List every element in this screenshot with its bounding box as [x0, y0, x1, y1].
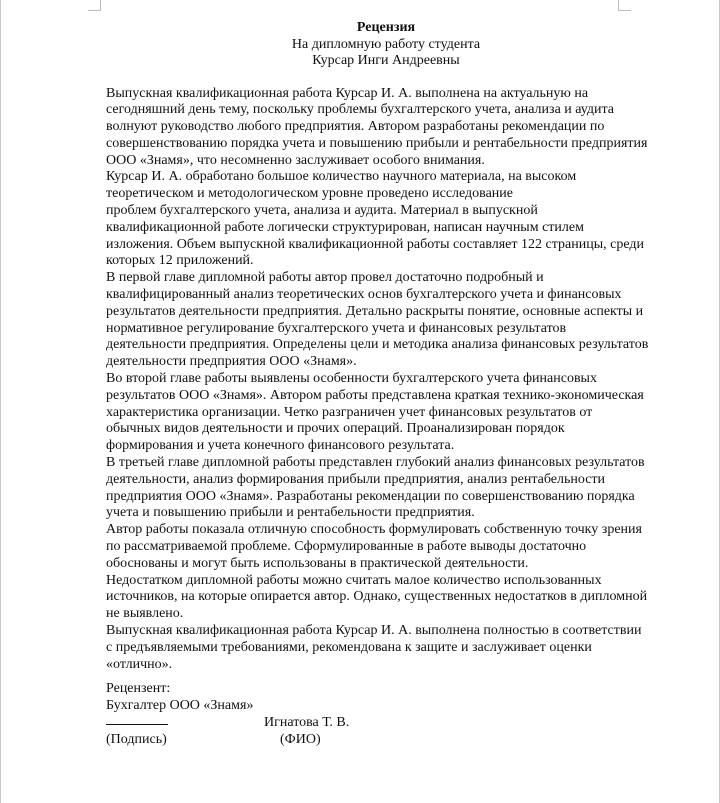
- text-line: теоретическом и методологическом уровне проведено исследование: [106, 186, 514, 202]
- text-line: «отлично».: [106, 656, 173, 672]
- paragraph: [106, 86, 666, 170]
- text-line: учета и повышению прибыли и рентабельности предприятия.: [106, 505, 475, 521]
- student-name: Курсар Инги Андреевны: [312, 53, 460, 68]
- document-title: Рецензия: [356, 20, 416, 35]
- paragraph: [106, 522, 666, 572]
- text-line: которых 12 приложений.: [106, 253, 254, 269]
- text-line: результатов ООО «Знамя». Автором работы представлена краткая технико-экономическая: [106, 387, 644, 403]
- text-line: Выпускная квалификационная работа Курсар И. А. выполнена на актуальную на: [106, 85, 589, 101]
- text-line: результатов деятельности предприятия. Детально раскрыты понятие, основные аспекты и: [106, 303, 644, 319]
- text-line: квалификационной работе логически структурирован, написан научным стилем: [106, 219, 584, 235]
- text-line: В третьей главе дипломной работы представлен глубокий анализ финансовых результатов: [106, 455, 645, 471]
- text-line: В первой главе дипломной работы автор провел достаточно подробный и: [106, 270, 544, 286]
- text-line: волнуют руководство любого предприятия. Автором разработаны рекомендации по: [106, 119, 605, 135]
- reviewer-name: Игнатова Т. В.: [264, 715, 350, 730]
- text-line: по рассматриваемой проблеме. Сформулированные в работе выводы достаточно: [106, 539, 587, 555]
- text-line: характеристика организации. Четко разграничен учет финансовых результатов от: [106, 404, 593, 420]
- text-line: Курсар И. А. обработано большое количество научного материала, на высоком: [106, 169, 577, 185]
- signature-block: [106, 680, 666, 748]
- reviewer-position: Бухгалтер ООО «Знамя»: [106, 698, 254, 713]
- text-line: источников, на которые опирается автор. Однако, существенных недостатков в дипломной: [106, 589, 648, 605]
- document-body: [106, 20, 666, 673]
- text-line: Во второй главе работы выявлены особенности бухгалтерского учета финансовых: [106, 371, 597, 387]
- document-header: [106, 20, 666, 70]
- signature-row: [106, 714, 666, 731]
- text-line: Выпускная квалификационная работа Курсар И. А. выполнена полностью в соответствии: [106, 623, 642, 638]
- text-line: проблем бухгалтерского учета, анализа и аудита. Материал в выпускной: [106, 203, 538, 219]
- review-text: [106, 86, 666, 674]
- text-line: обычных видов деятельности и прочих операций. Проанализирован порядок: [106, 421, 565, 437]
- text-line: деятельности предприятия ООО «Знамя».: [106, 354, 357, 370]
- paragraph: [106, 169, 666, 270]
- text-line: не выявлено.: [106, 606, 184, 622]
- document-subtitle: На дипломную работу студента: [291, 36, 481, 52]
- text-line: деятельности предприятия. Определены цели и методика анализа финансовых результатов: [106, 337, 649, 353]
- paragraph: [106, 573, 666, 623]
- fio-caption: (ФИО): [280, 732, 321, 747]
- signature-caption: (Подпись): [106, 732, 167, 747]
- text-line: сегодняшний день тему, поскольку проблемы бухгалтерского учета, анализа и аудита: [106, 102, 615, 118]
- text-line: деятельности, анализ формирования прибыли предприятия, анализ рентабельности: [106, 471, 606, 487]
- text-line: ООО «Знамя», что несомненно заслуживает особого внимания.: [106, 152, 485, 168]
- text-line: обоснованы и могут быть использованы в практической деятельности.: [106, 555, 529, 571]
- text-line: совершенствованию порядка учета и повышению прибыли и рентабельности предприятия: [106, 135, 648, 151]
- text-line: Недостатком дипломной работы можно считать малое количество использованных: [106, 572, 602, 588]
- caption-row: [106, 731, 666, 748]
- reviewer-label: Рецензент:: [106, 681, 171, 696]
- text-line: с предъявляемыми требованиями, рекомендована к защите и заслуживает оценки: [106, 639, 592, 655]
- margin-marker-right: [618, 0, 631, 11]
- signature-line: [106, 714, 168, 725]
- paragraph: [106, 371, 666, 455]
- text-line: предприятия ООО «Знамя». Разработаны рекомендации по совершенствованию порядка: [106, 488, 635, 504]
- paragraph: [106, 270, 666, 371]
- paragraph: [106, 455, 666, 522]
- page-left-edge: [0, 0, 1, 803]
- paragraph: [106, 623, 666, 673]
- text-line: нормативное регулирование бухгалтерского учета и финансовых результатов: [106, 320, 567, 336]
- margin-marker-left: [88, 0, 101, 11]
- text-line: формирования и учета конечного финансового результата.: [106, 438, 455, 454]
- text-line: Автор работы показала отличную способность формулировать собственную точку зрения: [106, 522, 642, 538]
- text-line: изложения. Объем выпускной квалификационной работы составляет 122 страницы, среди: [106, 236, 644, 252]
- text-line: квалифицированный анализ теоретических основ бухгалтерского учета и финансовых: [106, 287, 622, 303]
